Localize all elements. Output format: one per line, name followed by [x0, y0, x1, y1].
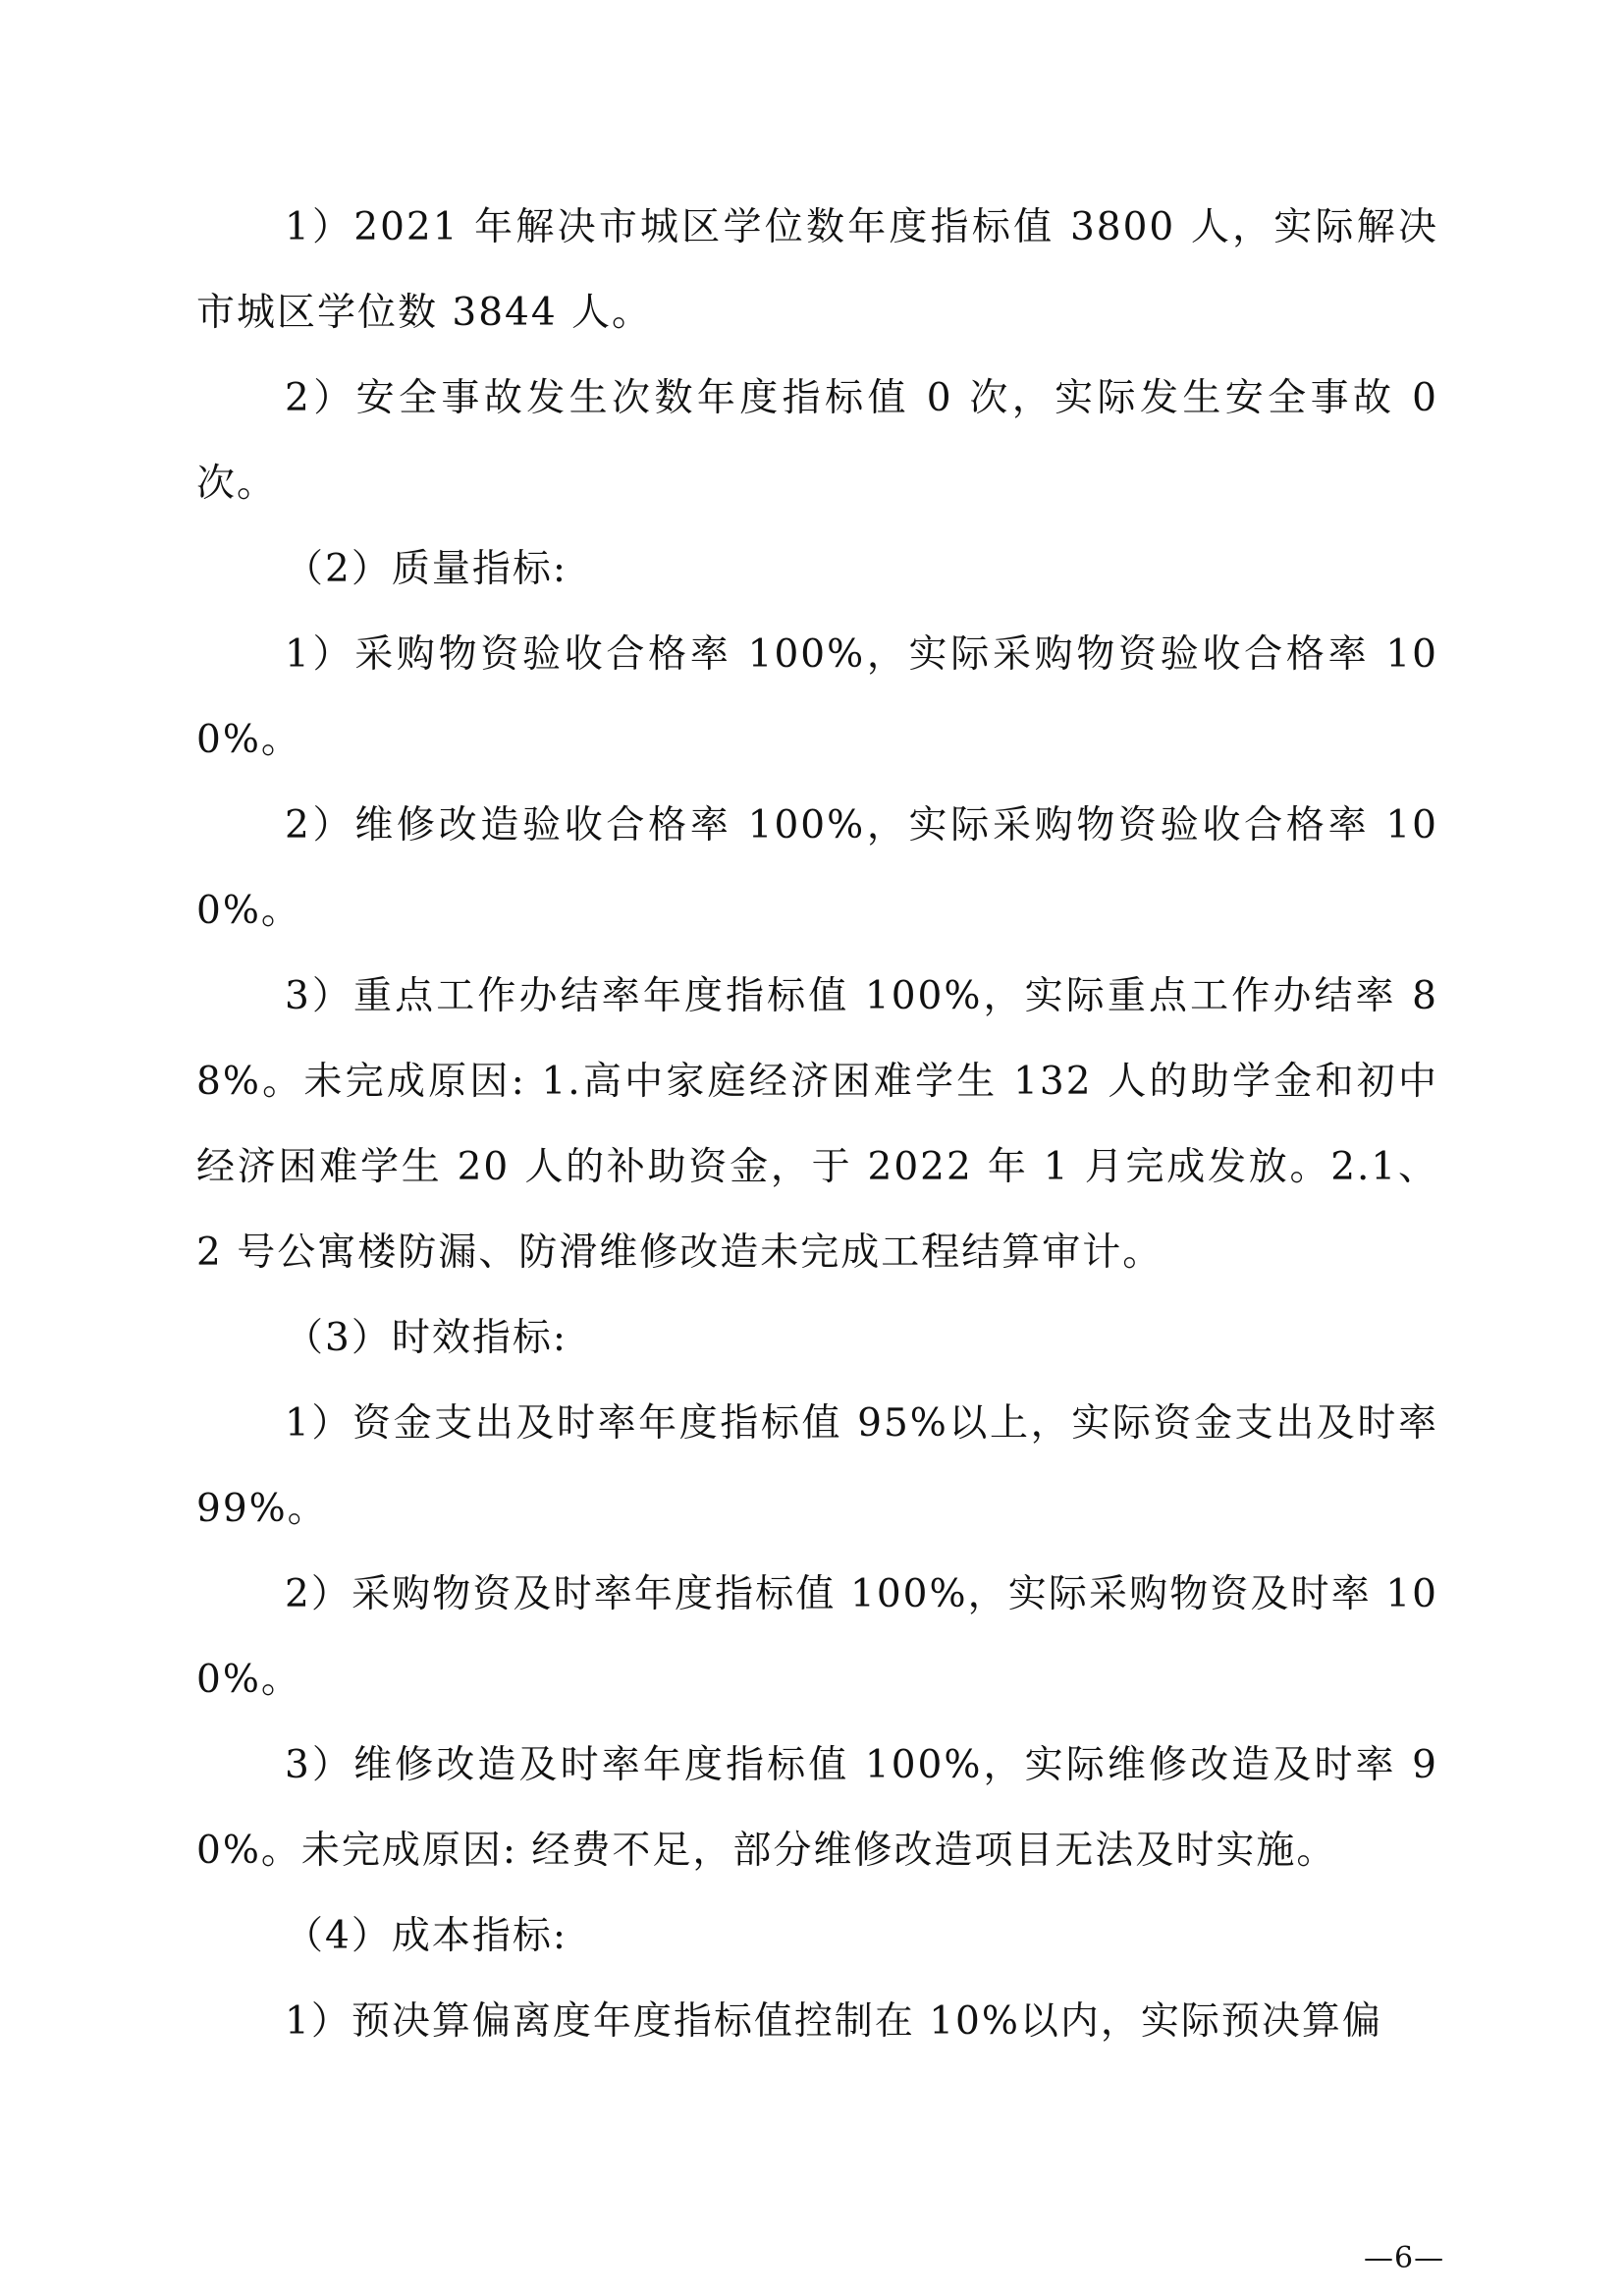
heading-cost-indicators: （4）成本指标: — [285, 1914, 568, 1958]
body-text — [196, 185, 1438, 2064]
heading-timeliness-indicators: （3）时效指标: — [285, 1316, 568, 1360]
paragraph-safety-indicator: 2）安全事故发生次数年度指标值 0 次，实际发生安全事故 0 次。 — [196, 376, 1438, 506]
heading-quality-indicators: （2）质量指标: — [285, 547, 568, 591]
paragraph-enrollment-indicator: 1）2021 年解决市城区学位数年度指标值 3800 人，实际解决市城区学位数 3844 人。 — [196, 205, 1438, 335]
document-page — [196, 0, 1438, 2296]
paragraph-fund-timeliness: 1）资金支出及时率年度指标值 95%以上，实际资金支出及时率 99%。 — [196, 1401, 1438, 1531]
paragraph-procurement-acceptance: 1）采购物资验收合格率 100%，实际采购物资验收合格率 100%。 — [196, 632, 1438, 762]
page-number: —6— — [1364, 2241, 1445, 2275]
paragraph-procurement-timeliness: 2）采购物资及时率年度指标值 100%，实际采购物资及时率 100%。 — [196, 1572, 1438, 1702]
paragraph-key-work-completion: 3）重点工作办结率年度指标值 100%，实际重点工作办结率 88%。未完成原因: 1.高中家庭经济困难学生 132 人的助学金和初中经济困难学生 20 人的补助资金，于 2022 年 1 月完成发放。2.1、2 号公寓楼防漏、防滑维修改造未完成工程结算审计。 — [196, 974, 1438, 1275]
paragraph-budget-deviation: 1）预决算偏离度年度指标值控制在 10%以内，实际预决算偏 — [285, 1999, 1382, 2044]
paragraph-repair-acceptance: 2）维修改造验收合格率 100%，实际采购物资验收合格率 100%。 — [196, 803, 1438, 933]
paragraph-repair-timeliness: 3）维修改造及时率年度指标值 100%，实际维修改造及时率 90%。未完成原因: 经费不足，部分维修改造项目无法及时实施。 — [196, 1743, 1438, 1873]
